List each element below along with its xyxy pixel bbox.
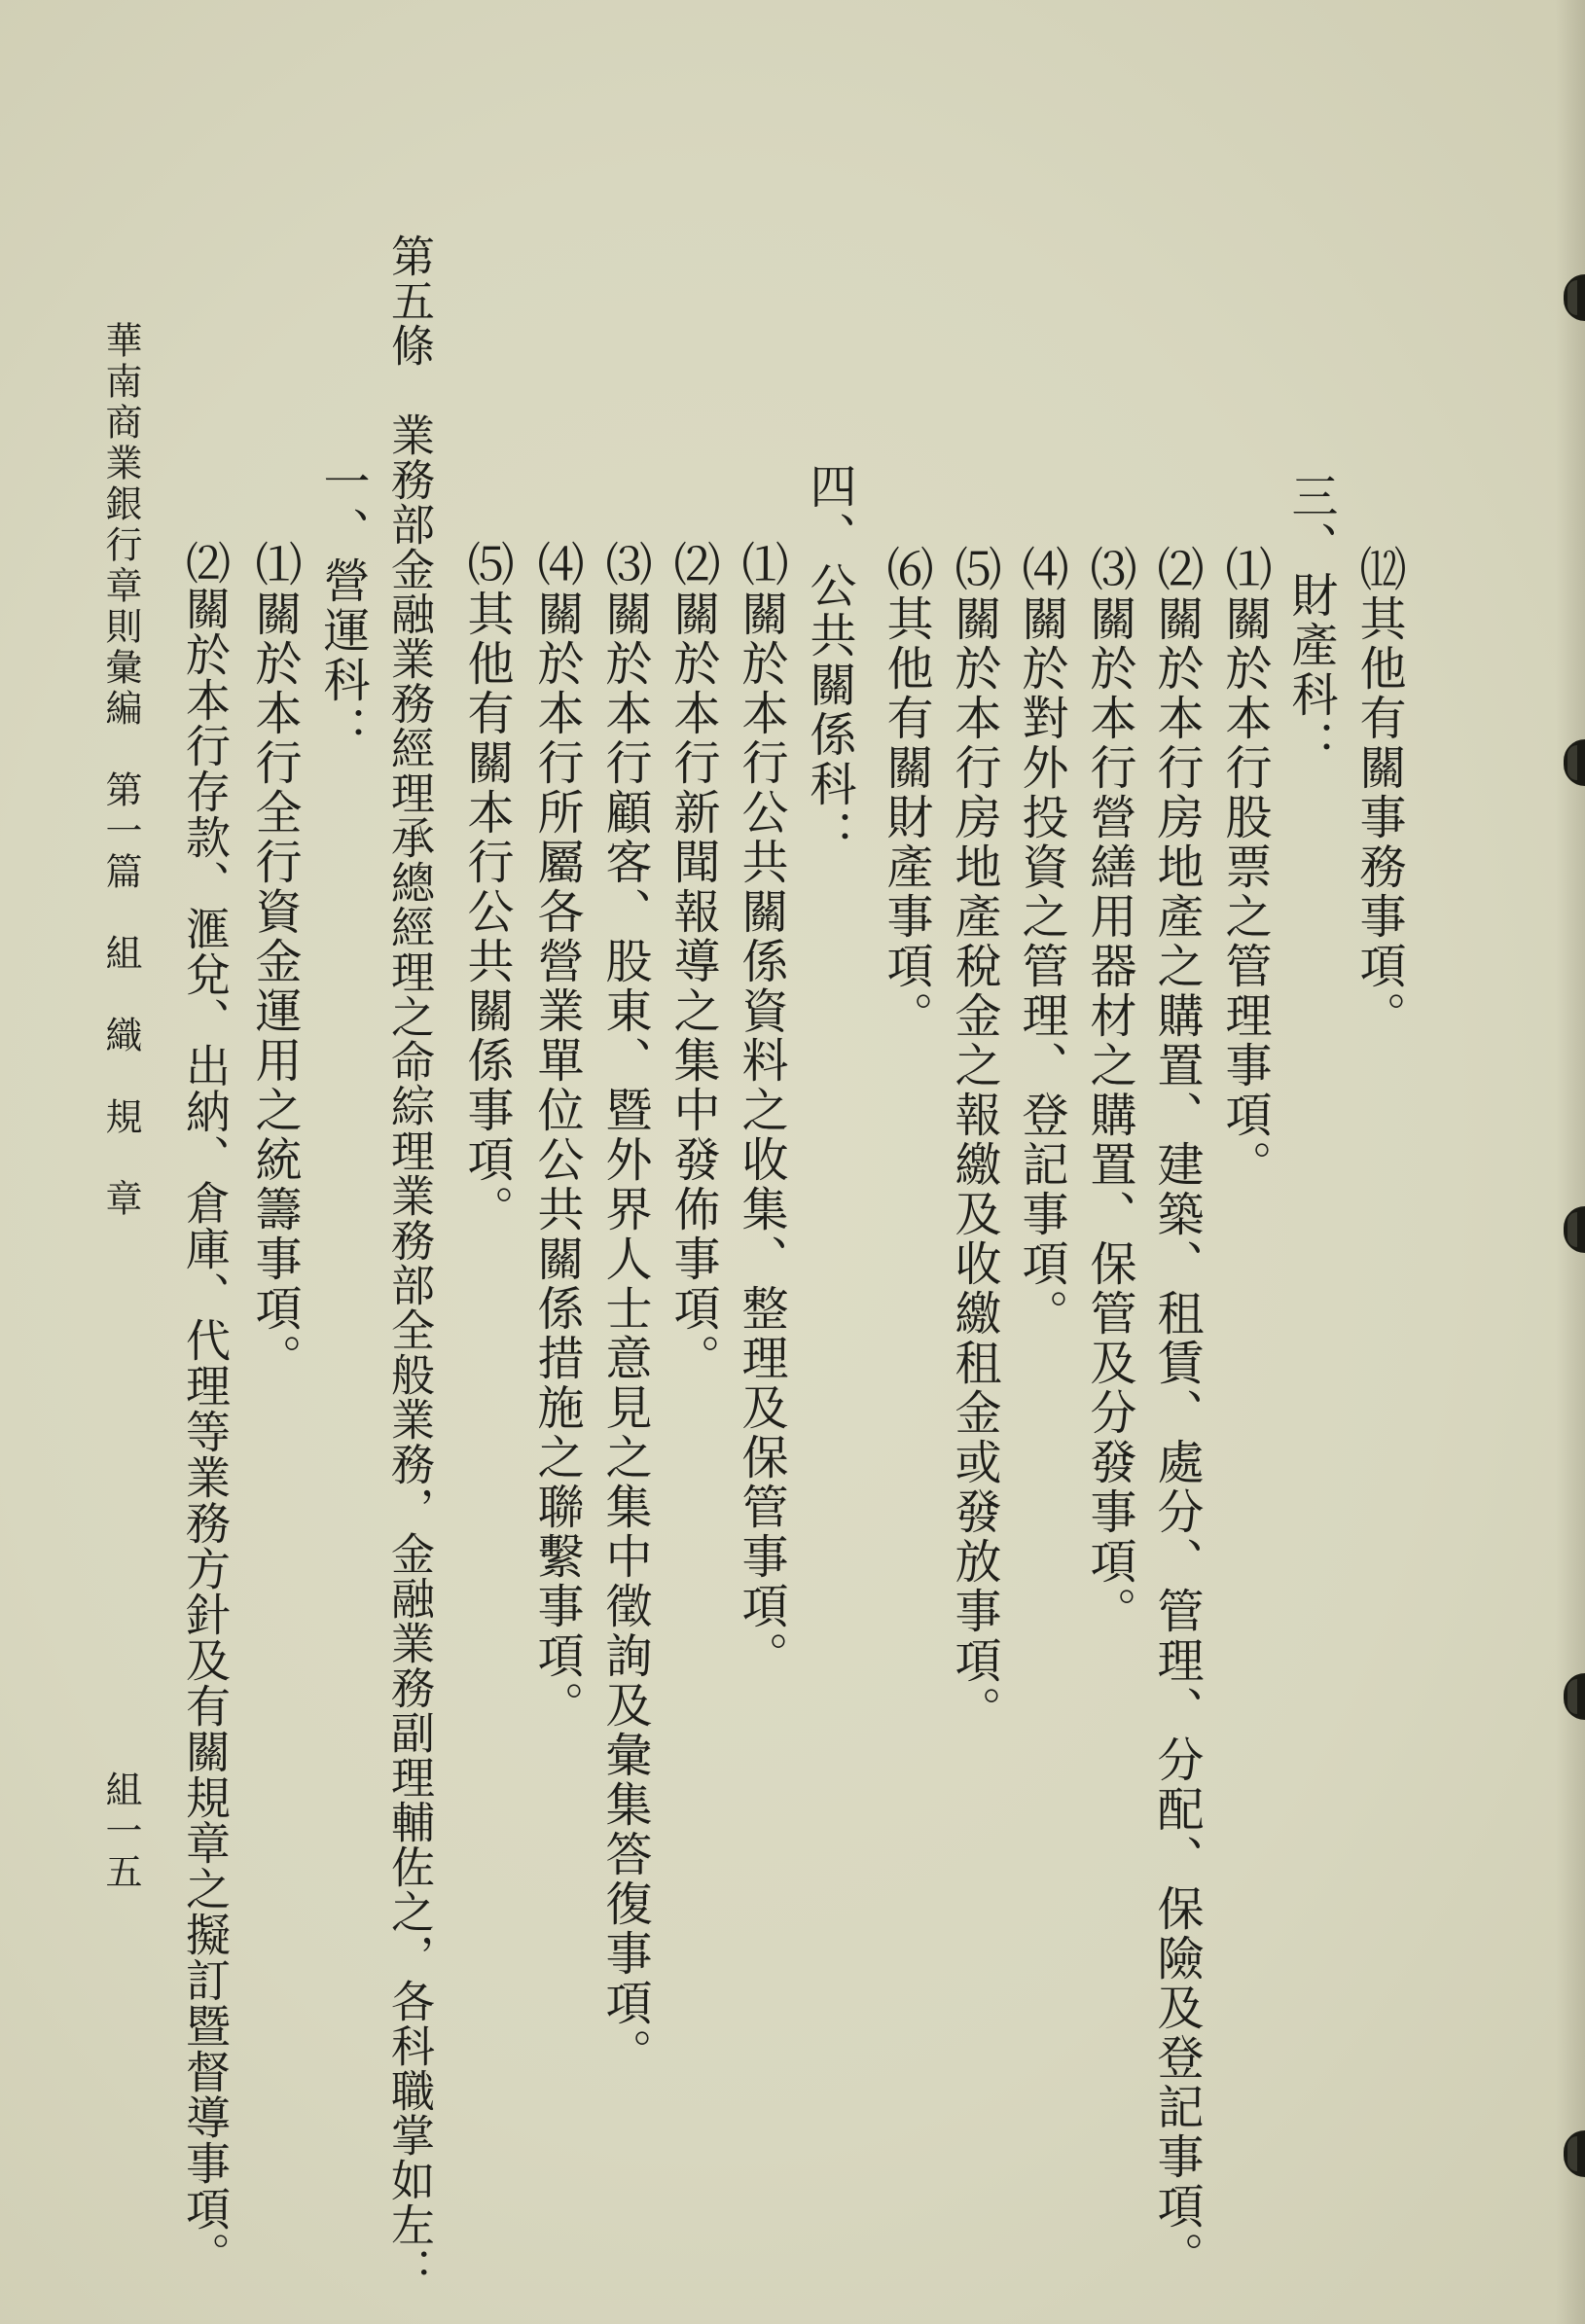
text-line: ⑶關於本行顧客、股東、暨外界人士意見之集中徵詢及彙集答復事項。 xyxy=(597,540,652,2078)
text-line: ⑴關於本行公共關係資料之收集、整理及保管事項。 xyxy=(734,540,788,1681)
text-line: ⑹其他有關財產事項。 xyxy=(879,545,933,1041)
section-heading: 四、公共關係科： xyxy=(802,462,856,859)
section-heading: 三、財產科： xyxy=(1283,472,1338,769)
text-line: ⑴關於本行股票之管理事項。 xyxy=(1217,545,1272,1190)
text-line: ⑿其他有關事務事項。 xyxy=(1351,545,1406,1041)
text-line: ⑵關於本行存款、滙兌、出納、倉庫、代理等業務方針及有關規章之擬訂暨督導事項。 xyxy=(179,540,232,2277)
article-5: 第五條 業務部金融業務經理承總經理之命綜理業務部全般業務，金融業務副理輔佐之，各科職掌如左： xyxy=(383,233,435,2292)
text-line: ⑸關於本行房地產稅金之報繳及收繳租金或發放事項。 xyxy=(947,545,1001,1735)
text-line: ⑷關於對外投資之管理、登記事項。 xyxy=(1014,545,1068,1339)
text-line: ⑵關於本行房地產之購置、建築、租賃、處分、管理、分配、保險及登記事項。 xyxy=(1149,545,1204,2281)
text-line: ⑶關於本行營繕用器材之購置、保管及分發事項。 xyxy=(1082,545,1136,1636)
running-title: 華南商業銀行章則彙編 第一篇 組 織 規 章 xyxy=(99,321,142,1220)
text-line: ⑵關於本行新聞報導之集中發佈事項。 xyxy=(666,540,720,1383)
text-line: ⑸其他有關本行公共關係事項。 xyxy=(459,540,514,1234)
section-heading: 一、營運科： xyxy=(315,457,370,755)
page-edge-shadow xyxy=(1556,0,1585,2324)
text-line: ⑷關於本行所屬各營業單位公共關係措施之聯繫事項。 xyxy=(529,540,584,1731)
text-line: ⑴關於本行全行資金運用之統籌事項。 xyxy=(247,540,302,1383)
page-number: 組一五 xyxy=(99,1770,142,1893)
